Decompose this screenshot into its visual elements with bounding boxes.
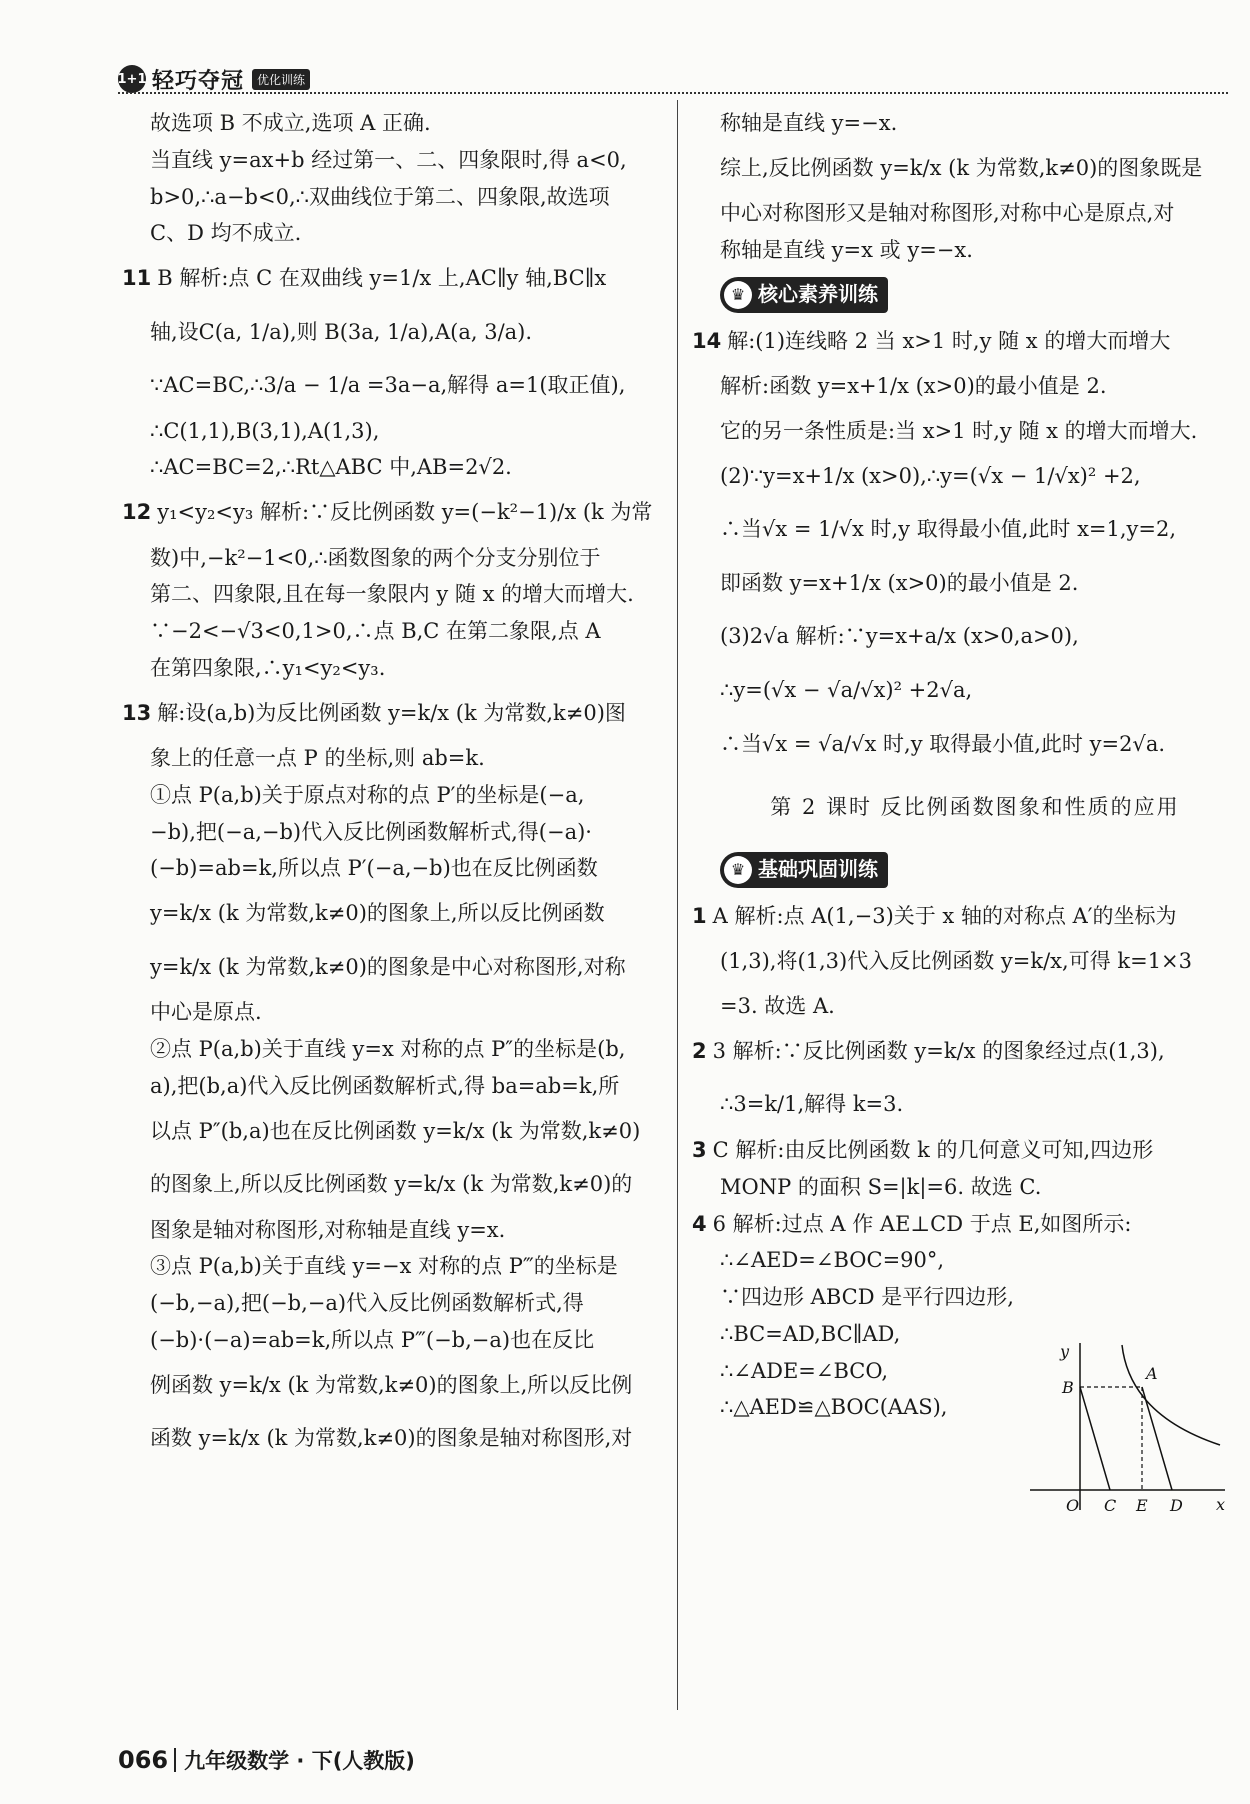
line-text: 例函数 y=k/x (k 为常数,k≠0)的图象上,所以反比例 [150,1372,633,1397]
line-text: 3 解析:∵反比例函数 y=k/x 的图象经过点(1,3), [712,1038,1165,1063]
text-line [150,576,660,613]
line-text: 轴,设C(a, 1/a),则 B(3a, 1/a),A(a, 3/a). [150,319,533,344]
hyperbola-curve [1122,1345,1220,1445]
line-text: −b),把(−a,−b)代入反比例函数解析式,得(−a)· [150,819,592,844]
page-footer [118,1745,415,1775]
line-text: MONP 的面积 S=|k|=6. 故选 C. [720,1174,1042,1199]
book-title: 九年级数学 · 下(人教版) [184,1749,415,1773]
line-text: (−b)·(−a)=ab=k,所以点 P‴(−b,−a)也在反比 [150,1327,595,1352]
line-text: 6 解析:过点 A 作 AE⊥CD 于点 E,如图所示: [712,1211,1132,1236]
line-text: ∴C(1,1),B(3,1),A(1,3), [150,418,380,443]
text-line [150,613,660,650]
section-title-core: 核心素养训练 [758,282,878,307]
header-rule [118,92,1228,94]
brand-name: 轻巧夺冠 [152,68,245,94]
label-o: O [1066,1496,1080,1515]
line-text: 解析:函数 y=x+1/x (x>0)的最小值是 2. [720,373,1107,398]
text-line [150,215,660,252]
text-line [150,105,660,142]
text-line [150,814,660,851]
page-header [118,62,1228,96]
text-line [720,610,1230,664]
line-text: ∴y=(√x − √a/√x)² +2√a, [720,678,973,703]
line-text: ∵四边形 ABCD 是平行四边形, [720,1285,1014,1310]
segment-ad [1142,1387,1172,1490]
text-line [150,179,660,216]
line-text: 解:(1)连线略 2 当 x>1 时,y 随 x 的增大而增大 [727,328,1171,353]
text-line [150,413,660,450]
text-line [720,195,1230,232]
question-number: 14 [692,328,722,353]
column-divider [677,100,678,1710]
text-line [720,557,1230,611]
line-text: 故选项 B 不成立,选项 A 正确. [150,111,431,135]
text-line [122,252,660,306]
line-text: ∴△AED≌△BOC(AAS), [720,1395,948,1420]
footer-separator [174,1748,176,1772]
brand-mark-icon: 1+1 [118,65,146,93]
line-text: A 解析:点 A(1,−3)关于 x 轴的对称点 A′的坐标为 [712,903,1177,928]
text-line [720,718,1230,772]
line-text: 在第四象限,∴y₁<y₂<y₃. [150,655,386,680]
line-text: 图象是轴对称图形,对称轴是直线 y=x. [150,1217,506,1242]
text-line [692,323,1230,360]
line-text: ∴BC=AD,BC∥AD, [720,1321,901,1346]
text-line [720,1242,1230,1279]
right-top-block [720,105,1230,269]
text-line [150,650,660,687]
line-text: ∴当√x = 1/√x 时,y 取得最小值,此时 x=1,y=2, [720,517,1177,542]
line-text: a),把(b,a)代入反比例函数解析式,得 ba=ab=k,所 [150,1073,620,1098]
text-line [150,850,660,887]
line-text: ∴AC=BC=2,∴Rt△ABC 中,AB=2√2. [150,455,512,480]
text-line [692,1206,1230,1243]
line-text: 第二、四象限,且在每一象限内 y 随 x 的增大而增大. [150,582,634,607]
line-text: 当直线 y=ax+b 经过第一、二、四象限时,得 a<0, [150,147,627,172]
line-text: =3. 故选 A. [720,994,835,1019]
line-text: 它的另一条性质是:当 x>1 时,y 随 x 的增大而增大. [720,419,1198,444]
text-line [150,359,660,413]
text-line [150,1068,660,1105]
lesson-title: 第 2 课时 反比例函数图象和性质的应用 [770,795,1180,820]
text-line [720,1078,1230,1132]
text-line [150,1212,660,1249]
line-text: ∴当√x = √a/√x 时,y 取得最小值,此时 y=2√a. [720,731,1166,756]
line-text: (1,3),将(1,3)代入反比例函数 y=k/x,可得 k=1×3 [720,948,1193,973]
line-text: 数)中,−k²−1<0,∴函数图象的两个分支分别位于 [150,545,601,570]
question-number: 11 [122,266,152,290]
line-text: ∴∠AED=∠BOC=90°, [720,1248,945,1273]
text-line [150,1322,660,1359]
line-text: 中心对称图形又是轴对称图形,对称中心是原点,对 [720,201,1175,226]
text-line [720,105,1230,142]
segment-bc [1080,1387,1110,1490]
text-line [720,413,1230,450]
text-line [150,1105,660,1159]
label-a: A [1146,1364,1158,1383]
section-title-basic: 基础巩固训练 [758,857,878,882]
text-line [122,486,660,540]
line-text: (−b,−a),把(−b,−a)代入反比例函数解析式,得 [150,1291,584,1316]
line-text: y=k/x (k 为常数,k≠0)的图象是中心对称图形,对称 [150,954,626,979]
geometry-figure [1030,1335,1230,1525]
line-text: B 解析:点 C 在双曲线 y=1/x 上,AC∥y 轴,BC∥x [157,266,607,290]
text-line [720,503,1230,557]
line-text: C 解析:由反比例函数 k 的几何意义可知,四边形 [712,1138,1154,1163]
question-number: 2 [692,1038,707,1063]
line-text: 解:设(a,b)为反比例函数 y=k/x (k 为常数,k≠0)图 [157,700,626,725]
text-line [720,142,1230,196]
label-x: x [1216,1495,1226,1514]
text-line [150,1158,660,1212]
text-line [150,1285,660,1322]
text-line [150,1359,660,1413]
question-number: 12 [122,500,152,525]
line-text: ∴∠ADE=∠BCO, [720,1358,889,1383]
text-line [150,887,660,941]
text-line [692,898,1230,935]
text-line [692,1025,1230,1079]
text-line [720,935,1230,989]
question-number: 1 [692,903,707,928]
text-line [720,450,1230,504]
line-text: ∴3=k/1,解得 k=3. [720,1092,904,1117]
crown-icon: ♛ [724,281,752,309]
text-line [150,540,660,577]
line-text: 函数 y=k/x (k 为常数,k≠0)的图象是轴对称图形,对 [150,1426,633,1451]
text-line [150,306,660,360]
line-text: ②点 P(a,b)关于直线 y=x 对称的点 P″的坐标是(b, [150,1037,626,1062]
line-text: 的图象上,所以反比例函数 y=k/x (k 为常数,k≠0)的 [150,1172,633,1197]
crown-icon: ♛ [724,856,752,884]
text-line [150,994,660,1031]
text-line [150,777,660,814]
line-text: ③点 P(a,b)关于直线 y=−x 对称的点 P‴的坐标是 [150,1254,618,1279]
text-line [720,360,1230,414]
question-number: 3 [692,1138,707,1163]
text-line [720,1169,1230,1206]
text-line [720,232,1230,269]
line-text: ∵AC=BC,∴3/a − 1/a =3a−a,解得 a=1(取正值), [150,373,626,398]
line-text: 中心是原点. [150,1000,262,1025]
brand-logo [118,62,310,96]
text-line [692,1132,1230,1169]
line-text: ∵−2<−√3<0,1>0,∴点 B,C 在第二象限,点 A [150,619,601,644]
line-text: 象上的任意一点 P 的坐标,则 ab=k. [150,746,485,771]
right-column [692,105,1230,1426]
section-badge-core [720,277,888,313]
section-badge-basic [720,852,888,888]
line-text: (−b)=ab=k,所以点 P′(−a,−b)也在反比例函数 [150,856,598,881]
label-e: E [1136,1496,1148,1515]
line-text: 以点 P″(b,a)也在反比例函数 y=k/x (k 为常数,k≠0) [150,1118,641,1143]
text-line [150,1248,660,1285]
line-text: 称轴是直线 y=−x. [720,111,898,135]
text-line [150,740,660,777]
line-text: y=k/x (k 为常数,k≠0)的图象上,所以反比例函数 [150,901,605,926]
line-text: C、D 均不成立. [150,221,302,246]
line-text: 综上,反比例函数 y=k/x (k 为常数,k≠0)的图象既是 [720,155,1203,180]
line-text: (3)2√a 解析:∵y=x+a/x (x>0,a>0), [720,624,1079,649]
text-line [150,1031,660,1068]
label-d: D [1170,1496,1183,1515]
line-text: 即函数 y=x+1/x (x>0)的最小值是 2. [720,570,1079,595]
text-line [150,1412,660,1466]
label-b: B [1062,1378,1074,1397]
right-mid-block [692,323,1230,771]
page-number: 066 [118,1746,169,1774]
question-number: 4 [692,1211,707,1236]
text-line [122,687,660,741]
brand-subtitle: 优化训练 [252,69,310,90]
line-text: (2)∵y=x+1/x (x>0),∴y=(√x − 1/√x)² +2, [720,463,1141,488]
left-column [122,105,660,1466]
label-c: C [1104,1496,1117,1515]
line-text: y₁<y₂<y₃ 解析:∵反比例函数 y=(−k²−1)/x (k 为常 [157,500,653,525]
line-text: 称轴是直线 y=x 或 y=−x. [720,238,973,263]
label-y: y [1060,1342,1070,1361]
question-number: 13 [122,700,152,725]
text-line [150,941,660,995]
text-line [720,988,1230,1025]
line-text: ①点 P(a,b)关于原点对称的点 P′的坐标是(−a, [150,782,585,807]
text-line [150,142,660,179]
text-line [720,664,1230,718]
text-line [150,449,660,486]
text-line [720,1279,1230,1316]
line-text: b>0,∴a−b<0,∴双曲线位于第二、四象限,故选项 [150,184,610,209]
